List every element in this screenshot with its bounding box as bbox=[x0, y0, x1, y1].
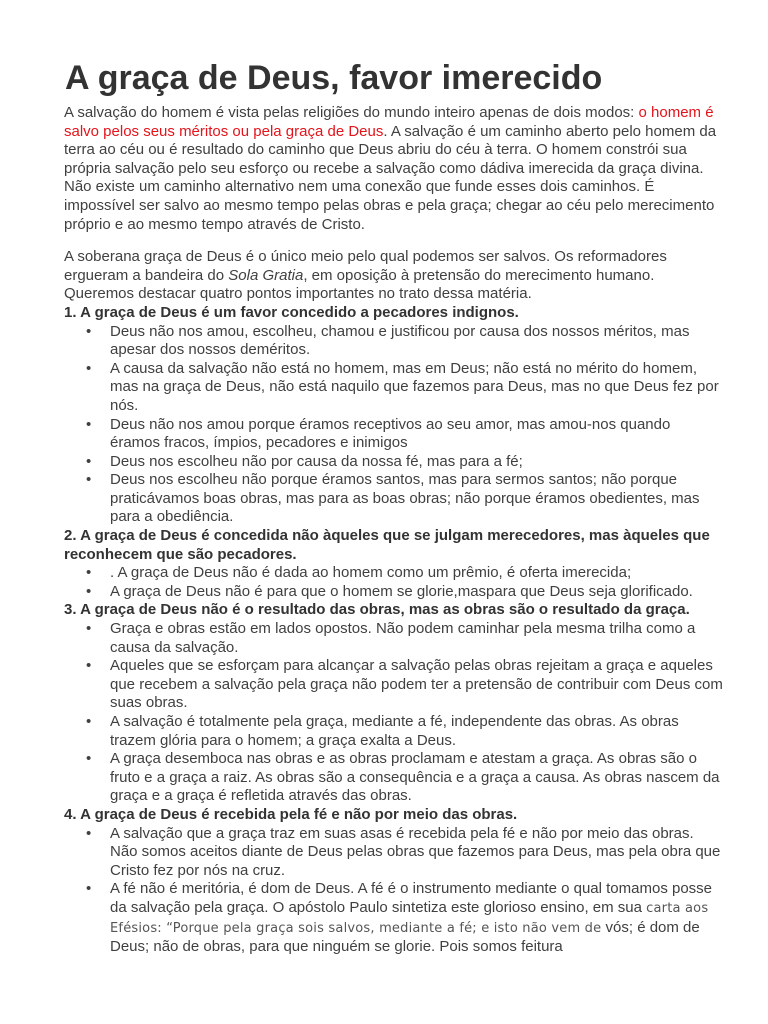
intro-text-1: A salvação do homem é vista pelas religiões do mundo inteiro apenas de dois modos: bbox=[64, 104, 639, 121]
section-3-heading: 3. A graça de Deus não é o resultado das obras, mas as obras são o resultado da graça. bbox=[64, 601, 690, 619]
list-item bbox=[64, 620, 724, 657]
section-4-heading: 4. A graça de Deus é recebida pela fé e não por meio das obras. bbox=[64, 805, 518, 823]
list-item-text: . A graça de Deus não é dada ao homem como um prêmio, é oferta imerecida; bbox=[110, 564, 632, 582]
list-item-text: A graça de Deus não é para que o homem se glorie,maspara que Deus seja glorificado. bbox=[110, 582, 693, 600]
bullet-icon: • bbox=[86, 359, 92, 377]
section-1-list bbox=[64, 323, 724, 528]
bullet-icon: • bbox=[86, 322, 92, 340]
intro-highlight: o homem é salvo pelos seus méritos ou pela graça de Deus bbox=[64, 104, 714, 140]
document-body bbox=[64, 104, 724, 957]
list-item bbox=[64, 360, 724, 416]
list-item bbox=[64, 825, 724, 881]
bullet-icon: • bbox=[86, 582, 92, 600]
list-item-text: A graça desemboca nas obras e as obras proclamam e atestam a graça. As obras são o fruto e a graça a raiz. As obras são a consequência e a graça a causa. As obras nascem da graça e a graça é refletida através das obras. bbox=[110, 750, 720, 805]
list-item-text: Deus nos escolheu não por causa da nossa fé, mas para a fé; bbox=[110, 452, 523, 470]
para2-text-1: A soberana graça de Deus é o único meio pelo qual podemos ser salvos. Os reformadores ergueram a bandeira do bbox=[64, 248, 667, 284]
bullet-icon: • bbox=[86, 824, 92, 842]
page-title: A graça de Deus, favor imerecido bbox=[65, 59, 603, 97]
section-4-list bbox=[64, 825, 724, 957]
list-item bbox=[64, 564, 724, 583]
bullet-icon: • bbox=[86, 657, 92, 675]
list-item-text: A fé não é meritória, é dom de Deus. A fé é o instrumento mediante o qual tomamos posse da salvação pela graça. O apóstolo Paulo sintetiza este glorioso ensino, em sua bbox=[110, 880, 713, 916]
list-item-text: Graça e obras estão em lados opostos. Não podem caminhar pela mesma trilha como a causa da salvação. bbox=[110, 620, 696, 656]
section-1-heading: 1. A graça de Deus é um favor concedido a pecadores indignos. bbox=[64, 303, 519, 321]
second-paragraph bbox=[64, 248, 724, 304]
list-item bbox=[64, 657, 724, 713]
para2-text-2: , em oposição à pretensão do merecimento humano. Queremos destacar quatro pontos importantes no trato dessa matéria. bbox=[64, 266, 655, 303]
section-3-list bbox=[64, 620, 724, 806]
list-item-text: Deus não nos amou, escolheu, chamou e justificou por causa dos nossos méritos, mas apesar dos nossos deméritos. bbox=[110, 322, 690, 359]
section-2-heading: 2. A graça de Deus é concedida não àqueles que se julgam merecedores, mas àqueles que reconhecem que são pecadores. bbox=[64, 527, 710, 563]
list-item bbox=[64, 583, 724, 602]
bullet-icon: • bbox=[86, 713, 92, 730]
section-2-list bbox=[64, 564, 724, 601]
list-item bbox=[64, 416, 724, 453]
sola-gratia-term: Sola Gratia bbox=[228, 266, 304, 284]
ephesians-quote: carta aos Efésios: “Porque pela graça sois salvos, mediante a fé; e isto não vem de bbox=[110, 900, 709, 936]
list-item-text: Aqueles que se esforçam para alcançar a salvação pelas obras rejeitam a graça e aqueles que recebem a salvação pela graça não podem ter a pretensão de contribuir com Deus com suas obras. bbox=[110, 657, 723, 712]
list-item bbox=[64, 323, 724, 360]
intro-text-2: . A salvação é um caminho aberto pelo homem da terra ao céu ou é resultado do caminho que Deus abriu do céu à terra. O homem constrói sua própria salvação pelo seu esforço ou recebe a salvação como dádiva imerecida da graça divina. Não existe um caminho alternativo nem uma conexão que funde esses dois caminhos. É impossível ser salvo ao mesmo tempo pelas obras e pela graça; chegar ao céu pelo merecimento próprio e ao mesmo tempo através de Cristo. bbox=[64, 122, 717, 233]
intro-paragraph bbox=[64, 104, 724, 234]
bullet-icon: • bbox=[86, 452, 92, 470]
list-item-text: Deus não nos amou porque éramos receptivos ao seu amor, mas amou-nos quando éramos fracos, ímpios, pecadores e inimigos bbox=[110, 415, 671, 452]
list-item-text: vós; é dom de Deus; não de obras, para que ninguém se glorie. Pois somos feitura bbox=[110, 918, 700, 956]
bullet-icon: • bbox=[86, 750, 92, 768]
list-item-text: A causa da salvação não está no homem, mas em Deus; não está no mérito do homem, mas na graça de Deus, não está naquilo que fazemos para Deus, mas no que Deus fez por nós. bbox=[110, 359, 719, 414]
list-item bbox=[64, 713, 724, 750]
list-item bbox=[64, 880, 724, 956]
list-item bbox=[64, 453, 724, 472]
bullet-icon: • bbox=[86, 415, 92, 433]
list-item bbox=[64, 471, 724, 527]
bullet-icon: • bbox=[86, 471, 92, 489]
bullet-icon: • bbox=[86, 564, 92, 582]
bullet-icon: • bbox=[86, 620, 92, 638]
list-item-text: A salvação é totalmente pela graça, mediante a fé, independente das obras. As obras trazem glória para o homem; a graça exalta a Deus. bbox=[110, 713, 679, 749]
list-item-text: Deus nos escolheu não porque éramos santos, mas para sermos santos; não porque praticávamos boas obras, mas para as boas obras; não porque éramos obedientes, mas para a obediência. bbox=[110, 471, 700, 526]
bullet-icon: • bbox=[86, 880, 92, 898]
list-item-text: A salvação que a graça traz em suas asas é recebida pela fé e não por meio das obras. Não somos aceitos diante de Deus pelas obras que fazemos para Deus, mas pela obra que Cristo fez por nós na cruz. bbox=[110, 824, 721, 879]
list-item bbox=[64, 750, 724, 806]
